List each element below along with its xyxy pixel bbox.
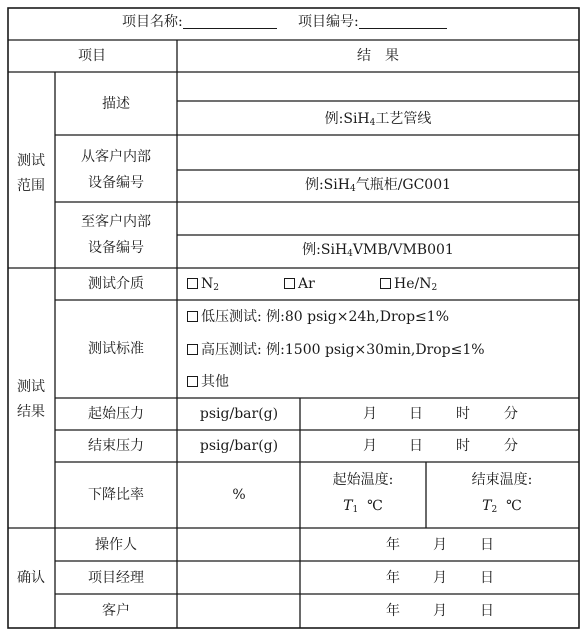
end-pressure-unit: psig/bar(g) [199,438,279,454]
operator-year-unit: 年 [386,537,400,553]
to-device-example: 例:SiH$_4$VMB/VMB001 [302,242,454,259]
customer-label: 客户 [102,603,130,619]
scope-group-label-1: 测试 [17,153,45,169]
checkbox-he-n2[interactable] [380,278,391,289]
desc-example: 例:SiH$_4$工艺管线 [324,111,432,128]
medium-label: 测试介质 [88,276,144,292]
standard-high-option[interactable]: 高压测试: 例:1500 psig×30min,Drop≤1% [187,342,485,358]
project-name-label: 项目名称: [122,14,183,30]
drop-rate-label: 下降比率 [88,487,144,503]
standard-label: 测试标准 [88,341,144,357]
operator-day-unit: 日 [480,537,494,553]
customer-day-unit: 日 [480,603,494,619]
checkbox-high-pressure[interactable] [187,344,198,355]
end-temp-value: $T_2$ ℃ [482,498,522,515]
checkbox-n2[interactable] [187,278,198,289]
column-header-item: 项目 [78,48,106,64]
confirm-group-label: 确认 [17,570,45,586]
end-day-unit: 日 [409,438,423,454]
start-month-unit: 月 [363,406,377,422]
results-group-label-1: 测试 [17,379,45,395]
customer-month-unit: 月 [433,603,447,619]
start-day-unit: 日 [409,406,423,422]
from-device-label-2: 设备编号 [88,175,144,191]
project-name-input[interactable] [183,16,277,29]
standard-low-option[interactable]: 低压测试: 例:80 psig×24h,Drop≤1% [187,309,449,325]
end-hour-unit: 时 [456,438,470,454]
customer-year-unit: 年 [386,603,400,619]
end-minute-unit: 分 [504,438,518,454]
end-month-unit: 月 [363,438,377,454]
start-temp-label: 起始温度: [332,472,394,488]
manager-day-unit: 日 [480,570,494,586]
from-device-label-1: 从客户内部 [81,149,151,165]
from-device-example: 例:SiH$_4$气瓶柜/GC001 [304,177,452,194]
checkbox-other[interactable] [187,376,198,387]
to-device-label-2: 设备编号 [88,240,144,256]
start-minute-unit: 分 [504,406,518,422]
operator-label: 操作人 [95,537,137,553]
checkbox-low-pressure[interactable] [187,311,198,322]
project-no-field [298,14,447,30]
medium-option-he-n2[interactable]: $He/N_2$ [380,276,437,296]
project-no-label: 项目编号: [298,14,359,30]
column-header-result: 结 果 [357,48,399,64]
results-group-label-2: 结果 [17,404,45,420]
medium-option-ar[interactable]: Ar [284,276,315,292]
to-device-label-1: 至客户内部 [81,214,151,230]
project-no-input[interactable] [359,16,447,29]
drop-rate-unit: % [232,487,246,503]
start-temp-value: $T_1$ ℃ [343,498,383,515]
end-temp-label: 结束温度: [471,472,533,488]
operator-month-unit: 月 [433,537,447,553]
manager-month-unit: 月 [433,570,447,586]
project-manager-label: 项目经理 [88,570,144,586]
start-pressure-unit: psig/bar(g) [199,406,279,422]
checkbox-ar[interactable] [284,278,295,289]
start-pressure-label: 起始压力 [88,406,144,422]
end-pressure-label: 结束压力 [88,438,144,454]
project-name-field [122,14,277,30]
desc-label: 描述 [102,96,130,112]
manager-year-unit: 年 [386,570,400,586]
scope-group-label-2: 范围 [17,178,45,194]
medium-option-n2[interactable]: $N_2$ [187,276,219,296]
standard-other-option[interactable]: 其他 [187,374,229,390]
start-hour-unit: 时 [456,406,470,422]
